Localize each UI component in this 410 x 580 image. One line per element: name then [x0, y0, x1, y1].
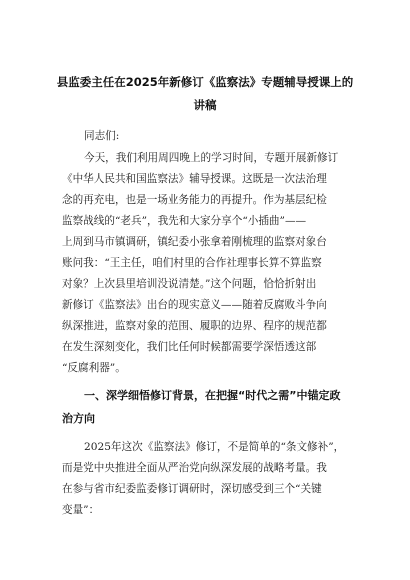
section-heading-1: 一、深学细悟修订背景，在把握“时代之需”中锚定政: [84, 389, 341, 402]
paragraph-1-line: 上周到马市镇调研，镇纪委小张拿着刚梳理的监察对象台: [62, 236, 327, 248]
paragraph-1-line: 《中华人民共和国监察法》辅导授课。这既是一次法治理: [62, 173, 327, 185]
paragraph-2-line: 变量”：: [62, 504, 100, 516]
paragraph-1-line: 新修订《监察法》出台的现实意义——随着反腐败斗争向: [62, 299, 327, 311]
paragraph-1-line: 今天，我们利用周四晚上的学习时间，专题开展新修订: [84, 152, 339, 164]
section-heading-1-continued: 治方向: [62, 412, 95, 425]
paragraph-1-line: “反腐利器”。: [62, 362, 126, 374]
paragraph-1-line: 在发生深刻变化，我们比任何时候都需要学深悟透这部: [62, 341, 317, 353]
salutation: 同志们:: [84, 130, 120, 142]
paragraph-2-line: 2025年这次《监察法》修订，不是简单的“条文修补”，: [84, 441, 345, 453]
document-title-line-1: 县监委主任在2025年新修订《监察法》专题辅导授课上的: [56, 75, 354, 89]
paragraph-1-line: 对象？上次县里培训没说清楚。”这个问题，恰恰折射出: [62, 278, 317, 290]
document-title-line-2: 讲稿: [193, 98, 217, 112]
paragraph-2-line: 在参与省市纪委监委修订调研时，深切感受到三个“关键: [62, 483, 322, 495]
paragraph-1-line: 纵深推进，监察对象的范围、履职的边界、程序的规范都: [62, 320, 327, 332]
paragraph-1-line: 监察战线的“老兵”，我先和大家分享个“小插曲”——: [62, 215, 307, 227]
paragraph-2-line: 而是党中央推进全面从严治党向纵深发展的战略考量。我: [62, 462, 327, 474]
paragraph-1-line: 念的再充电，也是一场业务能力的再提升。作为基层纪检: [62, 194, 327, 206]
paragraph-1-line: 账问我：“王主任，咱们村里的合作社理事长算不算监察: [62, 257, 322, 269]
